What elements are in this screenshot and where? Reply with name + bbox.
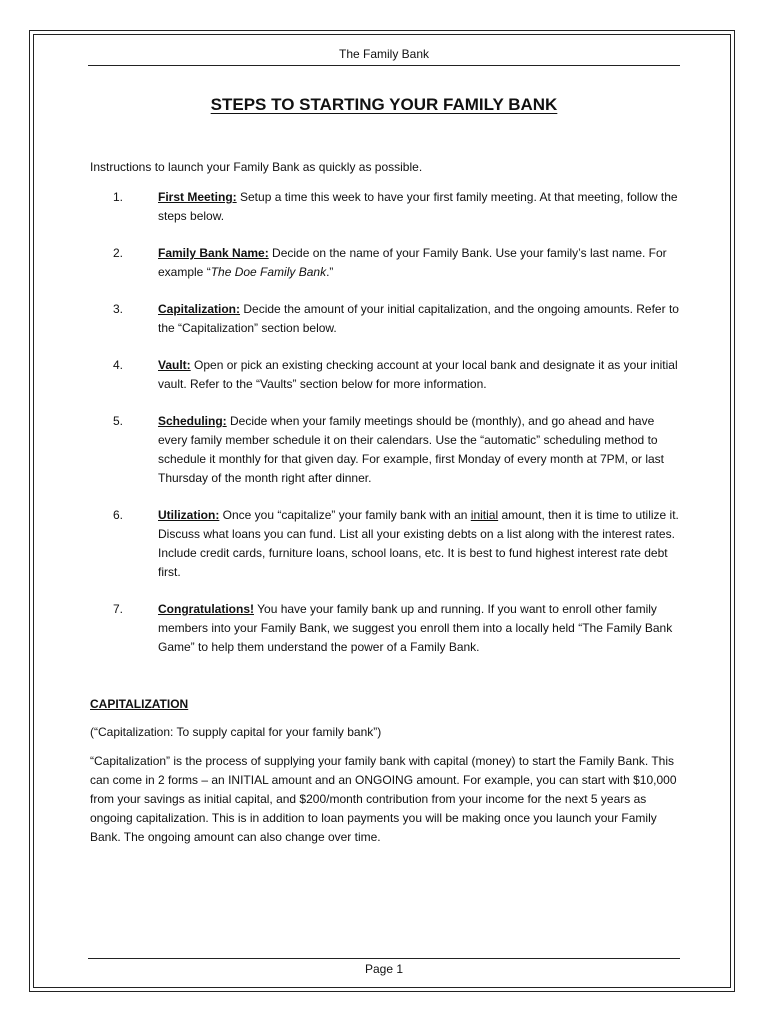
step-number: 5. (113, 414, 124, 428)
section-heading-capitalization: CAPITALIZATION (90, 697, 189, 711)
step-text: Decide when your family meetings should be (monthly), and go ahead and have every family member schedule it on their calendars. Use the “automatic” scheduling method to schedule it monthly for that given day. For example, first Monday of every month at 7PM, or last Thursday of the month right after dinner. (158, 414, 665, 485)
step-body (158, 600, 680, 657)
step-text: Decide the amount of your initial capitalization, and the ongoing amounts. Refer to the “Capitalization” section below. (158, 302, 679, 335)
intro-text: Instructions to launch your Family Bank as quickly as possible. (90, 160, 423, 174)
step-text: Open or pick an existing checking account at your local bank and designate it as your initial vault. Refer to the “Vaults” section below for more information. (158, 358, 678, 391)
step-item (90, 300, 680, 338)
step-text: Setup a time this week to have your first family meeting. At that meeting, follow the steps below. (158, 190, 678, 223)
step-number: 2. (113, 246, 124, 260)
step-label: Capitalization: (158, 302, 241, 316)
step-text: You have your family bank up and running. If you want to enroll other family members into your Family Bank, we suggest you enroll them into a locally held “The Family Bank Game” to help them understand the power of a Family Bank. (158, 602, 673, 654)
step-label: Scheduling: (158, 414, 227, 428)
step-text-italic: The Doe Family Bank (210, 265, 327, 279)
step-label: Vault: (158, 358, 191, 372)
step-item (90, 356, 680, 394)
step-number: 3. (113, 302, 124, 316)
step-number: 6. (113, 508, 124, 522)
step-text-underlined: initial (470, 508, 499, 522)
step-item (90, 188, 680, 226)
step-body (158, 244, 680, 282)
step-text: Once you “capitalize” your family bank with an (219, 508, 471, 522)
step-label: Family Bank Name: (158, 246, 269, 260)
step-label: Utilization: (158, 508, 220, 522)
step-item (90, 600, 680, 657)
step-body (158, 300, 680, 338)
step-text-end: amount, then it is time to utilize it. Discuss what loans you can fund. List all your existing debts on a list along with the interest rates. Include credit cards, furniture loans, school loans, etc. It is best to fund highest interest rate debt first. (158, 508, 679, 579)
page-number: Page 1 (364, 962, 404, 976)
step-number: 7. (113, 602, 124, 616)
section-paragraph: “Capitalization” is the process of supplying your family bank with capital (money) to start the Family Bank. This can come in 2 forms – an INITIAL amount and an ONGOING amount. For example, you can start with $10,000 from your savings as initial capital, and $200/month contribution from your income for the next 5 years as ongoing capitalization. This is in addition to loan payments you will be making once you launch your Family Bank. The ongoing amount can also change over time. (90, 754, 677, 844)
step-label: First Meeting: (158, 190, 237, 204)
page-header: The Family Bank (338, 47, 430, 61)
step-number: 4. (113, 358, 124, 372)
step-text: Decide on the name of your Family Bank. Use your family’s last name. For example “ (158, 246, 667, 279)
step-body (158, 506, 680, 582)
document-title (88, 95, 680, 115)
step-label: Congratulations! (158, 602, 254, 616)
step-number: 1. (113, 190, 124, 204)
step-body (158, 188, 680, 226)
steps-list (90, 188, 680, 675)
step-body (158, 356, 680, 394)
step-text-end: .” (326, 265, 334, 279)
footer-rule (88, 958, 680, 959)
step-item (90, 506, 680, 582)
step-item (90, 412, 680, 488)
step-body (158, 412, 680, 488)
document-title-text: STEPS TO STARTING YOUR FAMILY BANK (210, 95, 558, 114)
step-item (90, 244, 680, 282)
header-rule (88, 65, 680, 66)
section-subtitle: (“Capitalization: To supply capital for your family bank”) (90, 725, 382, 739)
